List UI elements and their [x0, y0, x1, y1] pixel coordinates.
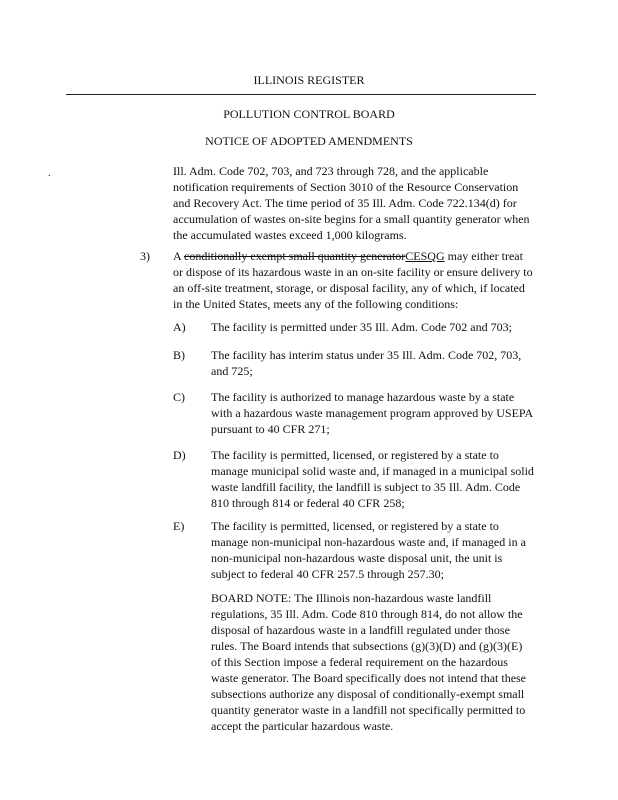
subitem-line: manage municipal solid waste and, if managed in a municipal solid [211, 464, 534, 478]
subitem-line: The facility is permitted, licensed, or registered by a state to [211, 448, 499, 462]
board-note-line: regulations, 35 Ill. Adm. Code 810 through 814, do not allow the [211, 607, 523, 621]
subitem-line: with a hazardous waste management program approved by USEPA [211, 406, 534, 420]
subitem-marker: C) [173, 390, 185, 404]
intro-line: Ill. Adm. Code 702, 703, and 723 through 728, and the applicable [173, 164, 489, 178]
subitem-line: The facility is permitted under 35 Ill. Adm. Code 702 and 703; [211, 320, 512, 334]
subitem-line: and 725; [211, 364, 253, 378]
register-title: ILLINOIS REGISTER [253, 73, 365, 87]
board-note-line: waste generator. The Board specifically does not intend that these [211, 671, 527, 685]
subitem-line: pursuant to 40 CFR 271; [211, 422, 330, 436]
board-note-line: accept the particular hazardous waste. [211, 719, 394, 733]
subitem-line: waste landfill facility, the landfill is subject to 35 Ill. Adm. Code [211, 480, 521, 494]
intro-line: notification requirements of Section 3010 of the Resource Conservation [173, 180, 519, 194]
subitem-marker: B) [173, 348, 185, 362]
item-3-first-line [173, 248, 523, 264]
board-note-line: disposal of hazardous waste in a landfill regulated under those [211, 623, 510, 637]
subitem-line: subject to federal 40 CFR 257.5 through 257.30; [211, 567, 444, 581]
margin-mark: . [48, 168, 51, 179]
subitem-line: The facility is authorized to manage hazardous waste by a state [211, 390, 515, 404]
subitem-line: manage non-municipal non-hazardous waste and, if managed in a [211, 535, 526, 549]
item-3-line: in the United States, meets any of the following conditions: [173, 297, 459, 311]
header-rule [66, 94, 536, 95]
board-note-line: quantity generator waste in a landfill not specifically permitted to [211, 703, 526, 717]
board-title: POLLUTION CONTROL BOARD [223, 107, 395, 121]
board-note-line: rules. The Board intends that subsections (g)(3)(D) and (g)(3)(E) [211, 639, 523, 653]
subitem-line: The facility is permitted, licensed, or registered by a state to [211, 519, 499, 533]
intro-line: the accumulated wastes exceed 1,000 kilograms. [173, 228, 407, 242]
inserted-text: CESQG [405, 249, 445, 263]
intro-line: and Recovery Act. The time period of 35 Ill. Adm. Code 722.134(d) for [173, 196, 517, 210]
subitem-marker: E) [173, 519, 185, 533]
item-3-line: an off-site treatment, storage, or disposal facility, any of which, if located [173, 281, 525, 295]
board-note-line: of this Section impose a federal requirement on the hazardous [211, 655, 508, 669]
item-3-prefix: A [173, 249, 185, 263]
board-note-line: BOARD NOTE: The Illinois non-hazardous waste landfill [211, 591, 492, 605]
subitem-marker: D) [173, 448, 186, 462]
item-3-rest: may either treat [444, 249, 523, 263]
intro-line: accumulation of wastes on-site begins for a small quantity generator when [173, 212, 530, 226]
struck-text: conditionally exempt small quantity generator [184, 249, 406, 263]
subitem-line: The facility has interim status under 35 Ill. Adm. Code 702, 703, [211, 348, 522, 362]
subitem-line: non-municipal non-hazardous waste disposal unit, the unit is [211, 551, 503, 565]
notice-title: NOTICE OF ADOPTED AMENDMENTS [205, 134, 413, 148]
item-3-line: or dispose of its hazardous waste in an on-site facility or ensure delivery to [173, 265, 533, 279]
subitem-marker: A) [173, 320, 186, 334]
subitem-line: 810 through 814 or federal 40 CFR 258; [211, 496, 405, 510]
board-note-line: subsections authorize any disposal of conditionally-exempt small [211, 687, 525, 701]
item-3-marker: 3) [140, 249, 150, 263]
